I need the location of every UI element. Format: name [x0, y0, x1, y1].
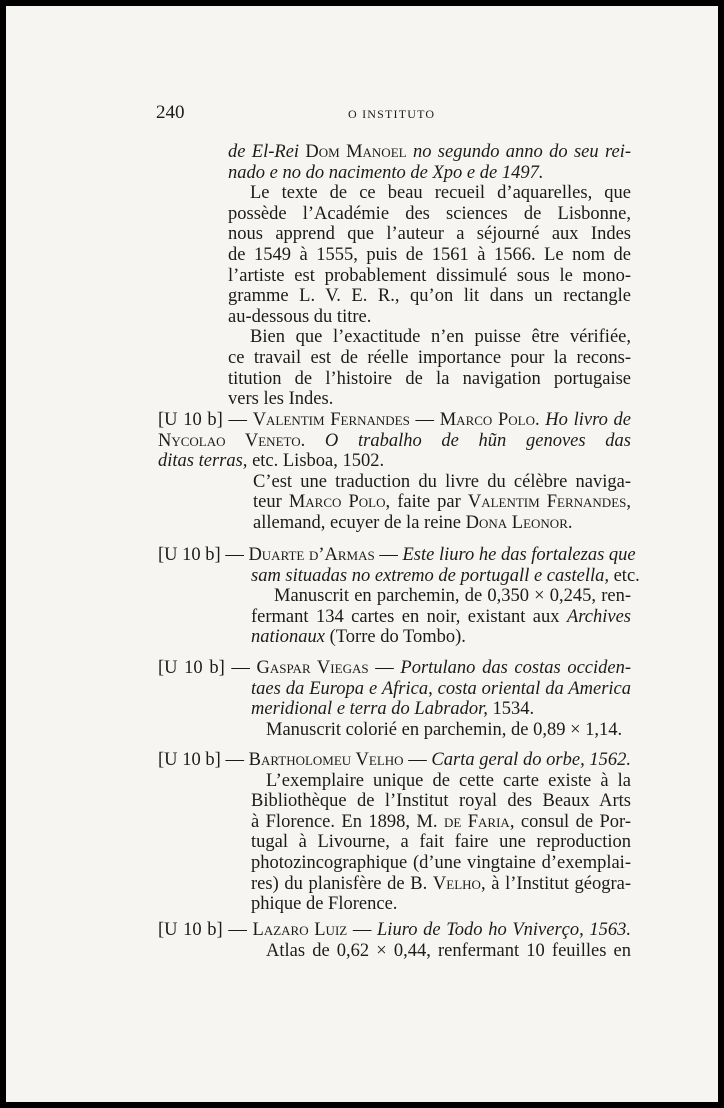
person-name: Dona Leonor [465, 512, 568, 533]
text-line: ce travail est de réelle importance pour la recons- [228, 347, 631, 368]
running-head: O INSTITUTO [348, 107, 436, 121]
entry-note-line: Atlas de 0,62 × 0,44, renfermant 10 feuilles en [266, 940, 631, 961]
person-name: Velho [432, 873, 481, 894]
entry-author: Duarte d’Armas [248, 545, 375, 565]
entry-note-line [158, 513, 631, 534]
entry-note-line [158, 492, 631, 513]
text-line: l’artiste est probablement dissimulé sous le mono- [228, 265, 631, 286]
text-run: etc. [608, 565, 640, 586]
dash: — [374, 545, 403, 565]
entry-title: sam situadas no extremo de portugall e castella, [251, 565, 609, 586]
entry-title: Portulano das costas occiden- [400, 658, 632, 678]
text-run: , faite par [385, 492, 468, 513]
intro-line-1 [228, 142, 631, 163]
bibliography-entry [158, 410, 631, 534]
entry-heading-line [158, 699, 631, 720]
bibliography-entry [158, 658, 631, 740]
text-run: , à l’Institut géogra- [480, 873, 631, 894]
bibliography-entry [158, 750, 631, 915]
entry-heading [158, 920, 631, 941]
dash: — [368, 658, 401, 678]
entry-note-line [158, 607, 631, 628]
bibliography-entry [158, 545, 640, 648]
shelf-label: [U 10 b] [158, 750, 221, 770]
text-line: Le texte de ce beau recueil d’aquarelles, que [250, 183, 631, 204]
text-line: gramme L. V. E. R., qu’on lit dans un rectangle [228, 286, 631, 307]
entry-heading [158, 545, 636, 566]
text-run: . [567, 512, 573, 533]
dash: — [220, 750, 249, 770]
entry-heading-line [158, 451, 631, 472]
entry-note-line: C’est une traduction du livre du célèbre naviga- [253, 471, 631, 492]
text-run: (Torre do Tombo). [325, 627, 466, 648]
entry-author: Gaspar Viegas [256, 658, 369, 678]
entry-author-secondary: Marco Polo. [439, 410, 540, 430]
entry-imprint: etc. Lisboa, 1502. [247, 451, 385, 472]
archive-name: nationaux [251, 627, 325, 648]
intro-italic-text: de El-Rei [228, 142, 300, 162]
entry-title: ditas terras, [158, 451, 248, 472]
entry-note-line: photozincographique (d’une vingtaine d’exemplai- [251, 852, 631, 873]
entry-heading-line [158, 431, 631, 452]
text-run: à Florence. En 1898, M. [251, 811, 444, 832]
text-line: nous apprend que l’auteur a séjourné aux Indes [228, 224, 631, 245]
entry-title: Liuro de Todo ho Vniverço, 1563. [377, 920, 632, 940]
entry-note-line: tugal à Livourne, a fait faire une reproduction [251, 832, 631, 853]
entry-author-secondary: Nycolao Veneto. [158, 430, 306, 451]
text-line: de 1549 à 1555, puis de 1561 à 1566. Le nom de [228, 244, 631, 265]
entry-note-line: Manuscrit colorié en parchemin, de 0,89 × 1,14. [266, 719, 623, 740]
entry-note-line [158, 874, 631, 895]
archive-name: Archives [566, 606, 631, 627]
text-line: possède l’Académie des sciences de Lisbonne, [228, 203, 631, 224]
shelf-label: [U 10 b] [158, 545, 221, 565]
intro-line-2: nado e no do nacimento de Xpo e de 1497. [228, 162, 544, 183]
intro-block [228, 142, 631, 410]
entry-title: meridional e terra do Labrador, [251, 699, 488, 720]
entry-heading-line [158, 565, 640, 587]
entry-note-line: phique de Florence. [251, 894, 398, 915]
entry-heading [158, 658, 631, 679]
entry-title: Ho livro de [539, 410, 632, 430]
scanned-page-sheet [6, 6, 718, 1102]
shelf-label: [U 10 b] [158, 658, 225, 678]
page-number: 240 [156, 102, 185, 123]
entry-title: O trabalho de hũn genoves das [305, 430, 631, 451]
entry-title: Este liuro he das fortalezas que [402, 545, 636, 565]
shelf-label: [U 10 b] [158, 920, 223, 940]
dash: — [224, 658, 257, 678]
dash: — [222, 410, 253, 430]
entry-title: Carta geral do orbe, 1562. [431, 750, 632, 770]
shelf-label: [U 10 b] [158, 410, 223, 430]
entry-date: 1534. [487, 699, 535, 720]
entry-note-line: Manuscrit en parchemin, de 0,350 × 0,245, ren- [274, 586, 631, 607]
text-line: vers les Indes. [228, 389, 334, 410]
text-run: allemand, ecuyer de la reine [253, 512, 466, 533]
entry-author: Valentim Fernandes [252, 410, 410, 430]
entry-note-line: L’exemplaire unique de cette carte existe à la [266, 770, 631, 791]
entry-heading [158, 410, 631, 431]
intro-italic-text: no segundo anno do seu rei- [412, 142, 632, 162]
person-name: Marco Polo [288, 492, 386, 513]
entry-author: Bartholomeu Velho [248, 750, 404, 770]
text-line: au-dessous du titre. [228, 306, 372, 327]
person-name: Valentim Fernandes [467, 492, 627, 513]
entry-note-line [158, 627, 631, 648]
dash: — [222, 920, 253, 940]
text-run: , [626, 492, 631, 513]
text-line: titution de l’histoire de la navigation portugaise [228, 368, 631, 389]
dash: — [220, 545, 249, 565]
dash: — [403, 750, 432, 770]
entry-author: Lazaro Luiz [252, 920, 348, 940]
text-run: teur [253, 492, 289, 513]
text-run: res) du planisfère de B. [251, 873, 433, 894]
entry-heading [158, 750, 631, 771]
dash: — [409, 410, 440, 430]
text-run: fermant 134 cartes en noir, existant aux [251, 606, 567, 627]
bibliography-entry [158, 920, 631, 961]
entry-heading-line: taes da Europa e Africa, costa oriental da America [251, 678, 631, 699]
person-name: de Faria [443, 811, 510, 832]
text-run: , consul de Por- [509, 811, 631, 832]
entry-note-line [158, 812, 631, 833]
king-name: Dom Manoel [305, 142, 407, 162]
text-line: Bien que l’exactitude n’en puisse être vérifiée, [250, 327, 631, 348]
dash: — [347, 920, 378, 940]
entry-note-line: Bibliothèque de l’Institut royal des Beaux Arts [251, 791, 631, 812]
